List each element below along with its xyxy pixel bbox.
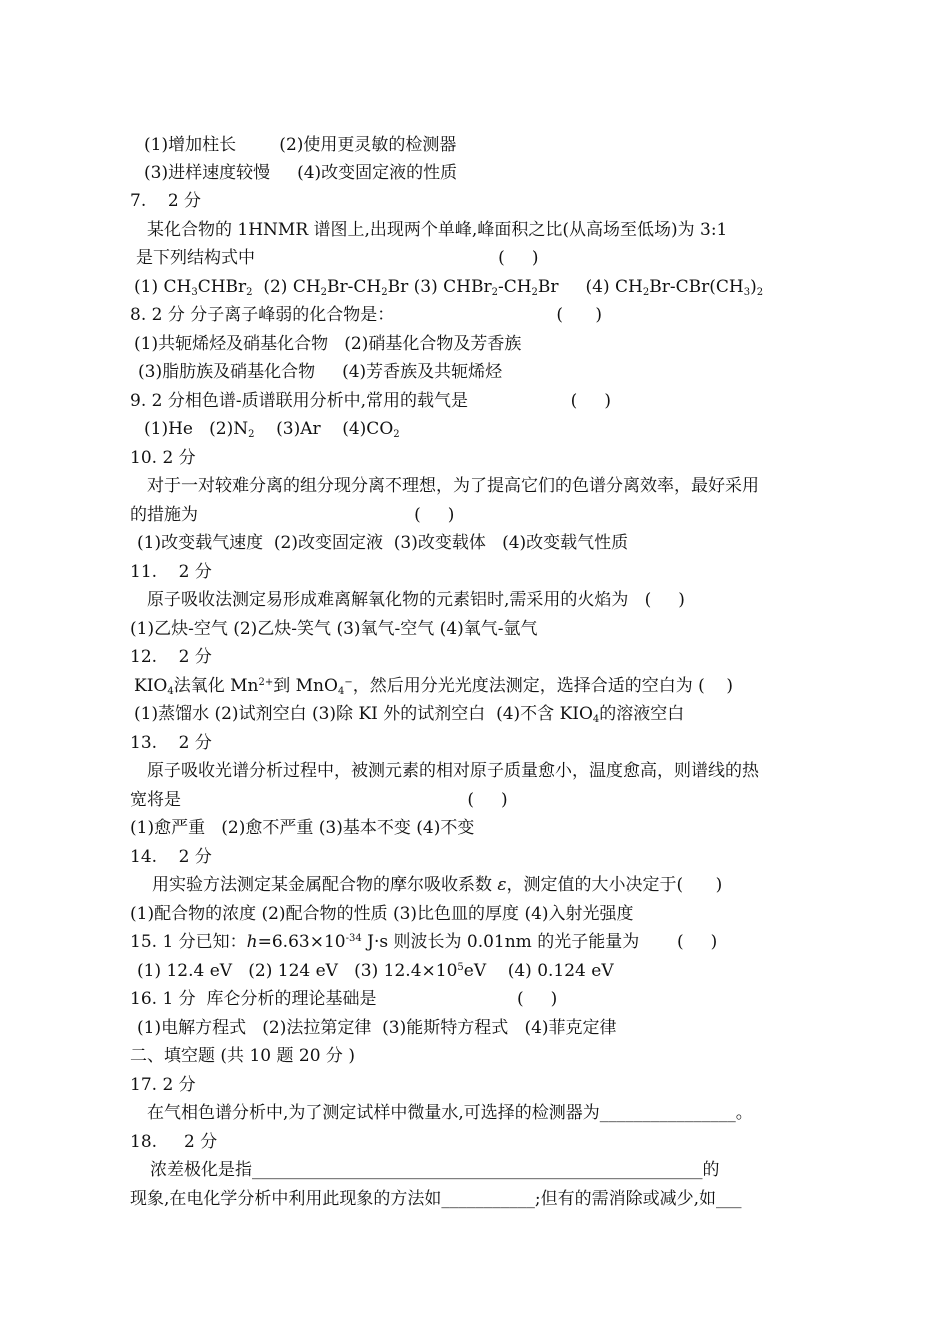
text-run: 法氧化 Mn [173,676,259,696]
text-run: 到 MnO [273,676,338,696]
text-line-l17: 原子吸收法测定易形成难离解氧化物的元素铝时,需采用的火焰为 ( ) [147,590,685,610]
text-line-l03: 7. 2 分 [130,191,202,211]
text-line-l07: 8. 2 分 分子离子峰弱的化合物是： ( ) [130,305,603,325]
text-line-l13: 对于一对较难分离的组分现分离不理想，为了提高它们的色谱分离效率，最好采用 [147,476,759,496]
text-line-l04: 某化合物的 1HNMR 谱图上,出现两个单峰,峰面积之比(从高场至低场)为 3:1 [147,220,728,240]
text-line-l12: 10. 2 分 [130,448,196,468]
text-run: eV (4) 0.124 eV [463,961,614,981]
text-line-l21 [134,703,684,725]
text-line-l26: 14. 2 分 [130,847,212,867]
text-line-l36: 18. 2 分 [130,1132,218,1152]
text-run: 用实验方法测定某金属配合物的摩尔吸收系数 [152,875,498,895]
subscript: 2 [381,287,388,298]
text-line-l25: (1)愈严重 (2)愈不严重 (3)基本不变 (4)不变 [130,818,475,838]
text-line-l11 [144,418,400,440]
superscript: -34 [345,933,362,944]
text-run: ε [497,875,507,895]
text-line-l37: 浓差极化是指_____________________________________________________的 [150,1160,720,1180]
text-line-l35: 在气相色谱分析中,为了测定试样中微量水,可选择的检测器为________________。 [147,1103,753,1123]
text-line-l05: 是下列结构式中 ( ) [136,248,539,268]
text-run: -CH [497,277,532,297]
text-run: (3)Ar (4)CO [254,419,394,439]
text-line-l14: 的措施为 ( ) [130,505,455,525]
text-line-l34: 17. 2 分 [130,1075,196,1095]
text-run: Br-CBr(CH [649,277,744,297]
subscript: 2 [642,287,650,298]
text-line-l06 [134,276,763,298]
text-run: ，测定值的大小决定于( ) [506,875,723,895]
subscript: 4 [167,686,174,697]
text-run: KIO [134,676,168,696]
subscript: 2 [491,287,498,298]
subscript: 3 [191,287,198,298]
subscript: 4 [592,714,600,725]
text-line-l18: (1)乙炔-空气 (2)乙炔-笑气 (3)氧气-空气 (4)氧气-氩气 [130,619,538,639]
text-run: =6.63×10 [257,932,346,952]
superscript: 5 [457,962,464,973]
subscript: 2 [756,287,764,298]
text-run: Br (3) CHBr [387,277,492,297]
subscript: 2 [246,287,253,298]
text-run: h [246,932,258,952]
text-run: ) [750,277,757,297]
text-run: 的溶液空白 [599,704,685,724]
superscript: − [344,677,353,688]
text-line-l01: (1)增加柱长 (2)使用更灵敏的检测器 [144,135,457,155]
superscript: 2+ [258,677,274,688]
text-line-l22: 13. 2 分 [130,733,212,753]
text-line-l30 [137,960,614,982]
text-run: J·s 则波长为 0.01nm 的光子能量为 ( ) [361,932,718,952]
text-run: (1) CH [134,277,192,297]
subscript: 4 [337,686,345,697]
text-line-l33: 二、填空题 (共 10 题 20 分 ) [130,1046,355,1066]
text-line-l10: 9. 2 分相色谱-质谱联用分析中,常用的载气是 ( ) [130,391,611,411]
text-line-l38: 现象,在电化学分析中利用此现象的方法如___________;但有的需消除或减少,如___ [130,1189,742,1209]
text-line-l02: (3)进样速度较慢 (4)改变固定液的性质 [144,163,458,183]
subscript: 3 [743,287,751,298]
text-run: (1)蒸馏水 (2)试剂空白 (3)除 KI 外的试剂空白 (4)不含 KIO [134,704,593,724]
text-run: (1) 12.4 eV (2) 124 eV (3) 12.4×10 [137,961,458,981]
text-run: ，然后用分光光度法测定，选择合适的空白为 ( ) [352,676,734,696]
text-line-l29 [130,931,717,953]
subscript: 2 [531,287,538,298]
text-line-l28: (1)配合物的浓度 (2)配合物的性质 (3)比色皿的厚度 (4)入射光强度 [130,904,634,924]
text-line-l32: (1)电解方程式 (2)法拉第定律 (3)能斯特方程式 (4)菲克定律 [137,1018,617,1038]
text-line-l16: 11. 2 分 [130,562,212,582]
text-run: CHBr [197,277,247,297]
text-run: (1)He (2)N [144,419,249,439]
text-run: Br-CH [327,277,382,297]
subscript: 2 [320,287,328,298]
text-line-l09: (3)脂肪族及硝基化合物 (4)芳香族及共轭烯烃 [138,362,503,382]
text-line-l27 [152,874,722,896]
text-run: (2) CH [252,277,321,297]
text-line-l23: 原子吸收光谱分析过程中，被测元素的相对原子质量愈小，温度愈高，则谱线的热 [147,761,759,781]
text-line-l19: 12. 2 分 [130,647,212,667]
text-run: 15. 1 分已知： [130,932,247,952]
text-line-l15: (1)改变载气速度 (2)改变固定液 (3)改变载体 (4)改变载气性质 [137,533,629,553]
subscript: 2 [248,429,255,440]
text-line-l31: 16. 1 分 库仑分析的理论基础是 ( ) [130,989,558,1009]
text-run: Br (4) CH [537,277,643,297]
text-line-l24: 宽将是 ( ) [130,790,508,810]
text-line-l08: (1)共轭烯烃及硝基化合物 (2)硝基化合物及芳香族 [134,334,522,354]
text-line-l20 [134,675,733,697]
subscript: 2 [393,429,400,440]
